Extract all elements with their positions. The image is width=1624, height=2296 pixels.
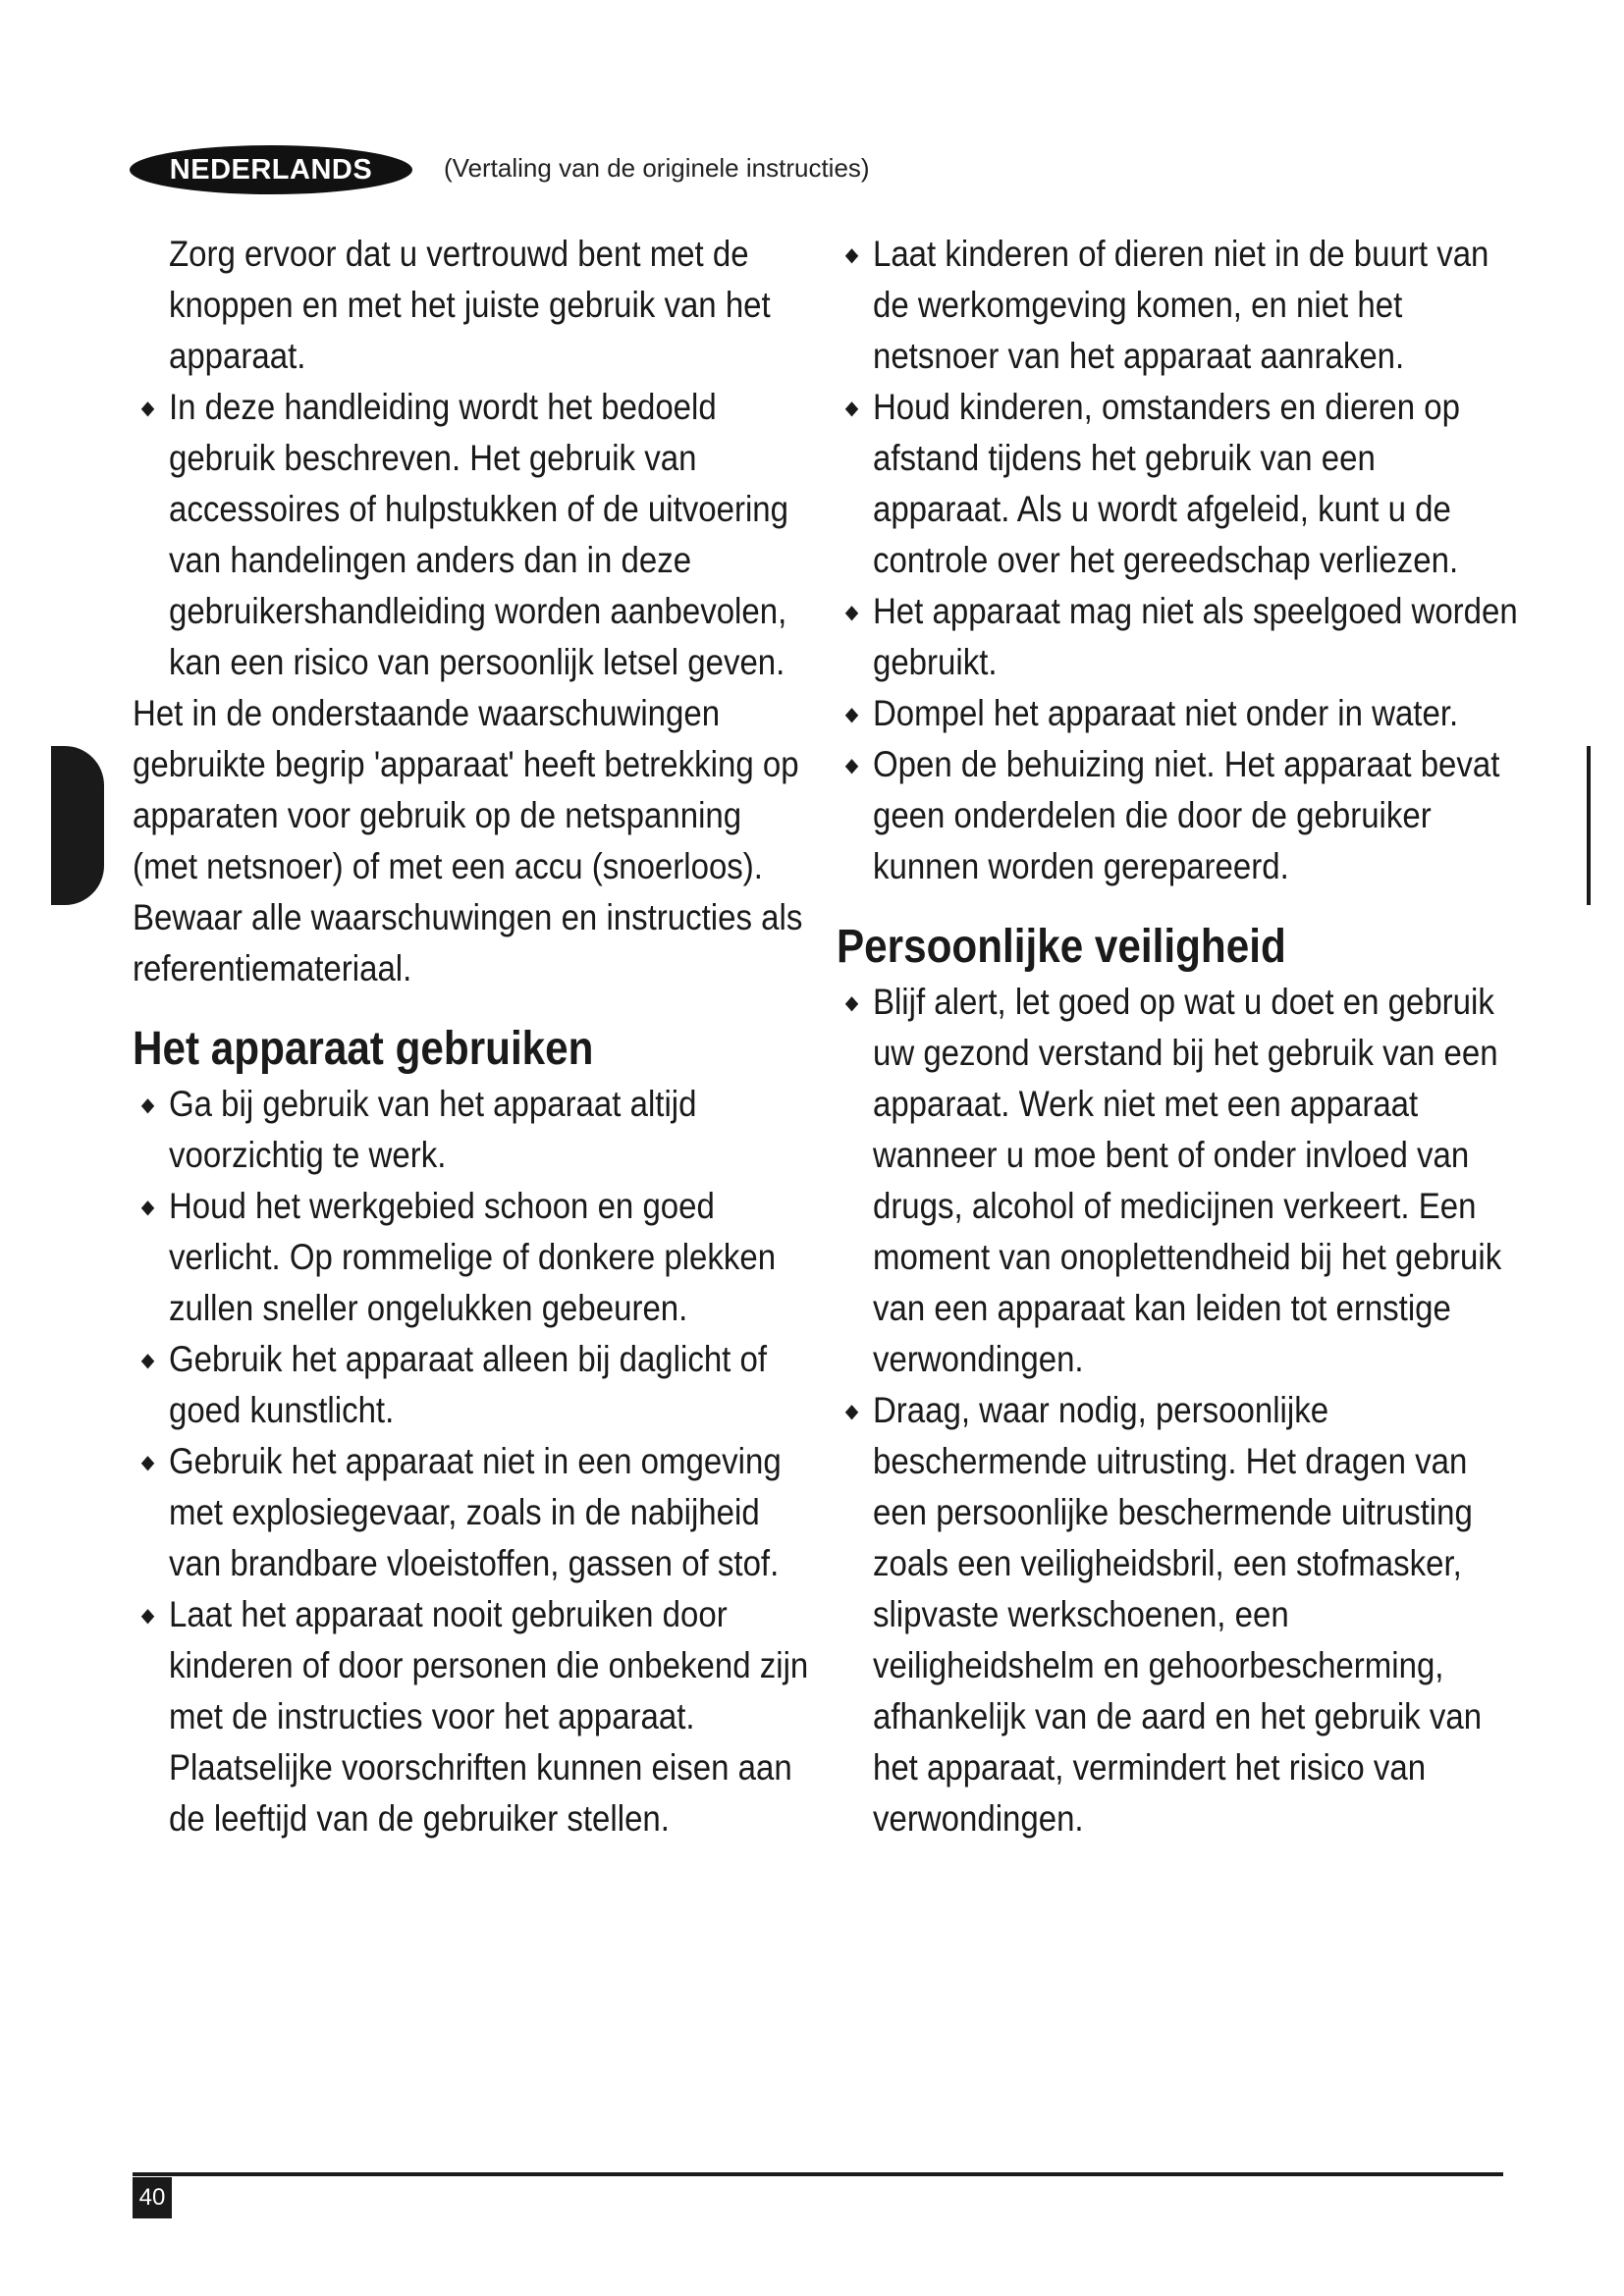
diamond-bullet-icon: ◆ xyxy=(140,398,155,419)
bullet-text: Ga bij gebruik van het apparaat altijd voorzichtig te werk. xyxy=(168,1083,697,1175)
diamond-bullet-icon: ◆ xyxy=(844,602,859,623)
bullet-item xyxy=(133,1588,815,1843)
bullet-text: Blijf alert, let goed op wat u doet en gebruik uw gezond verstand bij het gebruik van een apparaat. Werk niet met een apparaat wanneer u moe bent of onder invloed van drugs, alcohol of medicijnen verkeert. Een moment van onoplettendheid bij het gebruik van een apparaat kan leiden tot ernstige verwondingen. xyxy=(872,981,1502,1379)
diamond-bullet-icon: ◆ xyxy=(844,704,859,725)
bullet-item xyxy=(133,1435,815,1588)
diamond-bullet-icon: ◆ xyxy=(140,1452,155,1473)
translation-note: (Vertaling van de originele instructies) xyxy=(444,153,870,183)
bullet-item xyxy=(133,1078,815,1180)
bullet-item xyxy=(837,687,1519,738)
right-column xyxy=(837,228,1519,1843)
margin-rule xyxy=(1587,746,1591,905)
paragraph-keep: Bewaar alle waarschuwingen en instructies als referentiemateriaal. xyxy=(133,896,803,988)
diamond-bullet-icon: ◆ xyxy=(140,1605,155,1627)
diamond-bullet-icon: ◆ xyxy=(844,992,859,1014)
diamond-bullet-icon: ◆ xyxy=(844,398,859,419)
left-column xyxy=(133,228,815,1843)
bullet-text: Houd het werkgebied schoon en goed verlicht. Op rommelige of donkere plekken zullen sneller ongelukken gebeuren. xyxy=(168,1185,777,1328)
bullet-item xyxy=(133,1333,815,1435)
diamond-bullet-icon: ◆ xyxy=(140,1350,155,1371)
bullet-item xyxy=(837,976,1519,1384)
bullet-text: Laat kinderen of dieren niet in de buurt van de werkomgeving komen, en niet het netsnoer van het apparaat aanraken. xyxy=(872,233,1489,376)
bullet-text: Gebruik het apparaat niet in een omgeving met explosiegevaar, zoals in de nabijheid van brandbare vloeistoffen, gassen of stof. xyxy=(168,1440,782,1583)
bullet-text: Open de behuizing niet. Het apparaat bevat geen onderdelen die door de gebruiker kunnen worden gerepareerd. xyxy=(872,743,1500,886)
bullet-item xyxy=(133,1180,815,1333)
diamond-bullet-icon: ◆ xyxy=(844,755,859,776)
bullet-item xyxy=(837,738,1519,891)
diamond-bullet-icon: ◆ xyxy=(140,1197,155,1218)
bullet-text: Laat het apparaat nooit gebruiken door kinderen of door personen die onbekend zijn met de instructies voor het apparaat. Plaatselijke voorschriften kunnen eisen aan de leeftijd van de gebruiker stellen. xyxy=(168,1593,809,1839)
bullet-text: Dompel het apparaat niet onder in water. xyxy=(872,692,1459,733)
section-tab-marker xyxy=(51,746,104,905)
bullet-text: Draag, waar nodig, persoonlijke beschermende uitrusting. Het dragen van een persoonlijke beschermende uitrusting zoals een veiligheidsbril, een stofmasker, slipvaste werkschoenen, een veiligheidshelm en gehoorbescherming, afhankelijk van de aard en het gebruik van het apparaat, vermindert het risico van verwondingen. xyxy=(872,1389,1483,1839)
intro-continuation: Zorg ervoor dat u vertrouwd bent met de knoppen en met het juiste gebruik van het apparaat. xyxy=(168,233,771,376)
bullet-item xyxy=(837,228,1519,381)
bullet-text: In deze handleiding wordt het bedoeld gebruik beschreven. Het gebruik van accessoires of hulpstukken of de uitvoering van handelingen anders dan in deze gebruikershandleiding worden aanbevolen, kan een risico van persoonlijk letsel geven. xyxy=(168,386,788,682)
section-heading: Het apparaat gebruiken xyxy=(133,1023,594,1075)
bullet-text: Gebruik het apparaat alleen bij daglicht of goed kunstlicht. xyxy=(168,1338,768,1430)
diamond-bullet-icon: ◆ xyxy=(140,1095,155,1116)
bullet-item xyxy=(133,381,815,687)
bullet-text: Houd kinderen, omstanders en dieren op afstand tijdens het gebruik van een apparaat. Als u wordt afgeleid, kunt u de controle over het gereedschap verliezen. xyxy=(872,386,1461,580)
bullet-text: Het apparaat mag niet als speelgoed worden gebruikt. xyxy=(872,590,1518,682)
bullet-item xyxy=(837,381,1519,585)
section-heading: Persoonlijke veiligheid xyxy=(837,921,1286,973)
paragraph-term: Het in de onderstaande waarschuwingen gebruikte begrip 'apparaat' heeft betrekking op apparaten voor gebruik op de netspanning (met netsnoer) of met een accu (snoerloos). xyxy=(133,692,799,886)
footer-rule xyxy=(133,2172,1503,2176)
diamond-bullet-icon: ◆ xyxy=(844,244,859,266)
bullet-item xyxy=(837,585,1519,687)
diamond-bullet-icon: ◆ xyxy=(844,1401,859,1422)
language-badge: NEDERLANDS xyxy=(130,145,412,194)
page-number: 40 xyxy=(133,2177,172,2218)
bullet-item xyxy=(837,1384,1519,1843)
